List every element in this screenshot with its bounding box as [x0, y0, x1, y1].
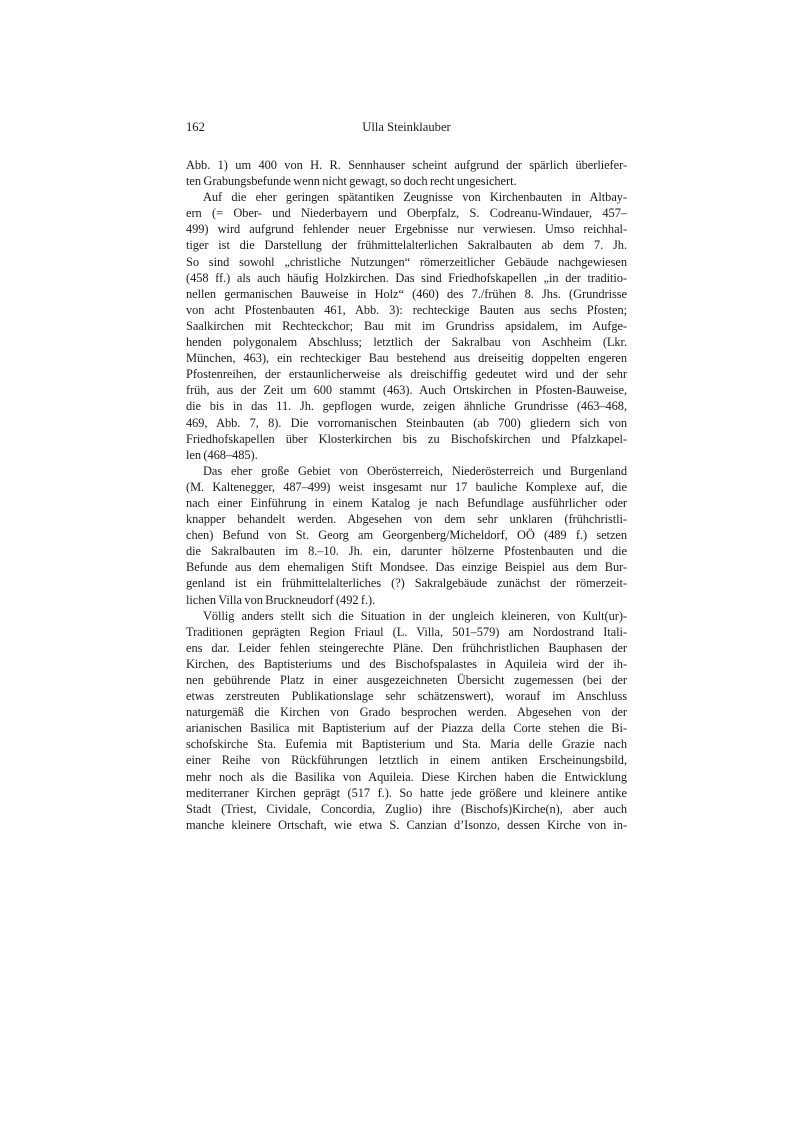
text-line: knapper behandelt werden. Abgesehen von dem sehr unklaren (frühchristli-: [186, 512, 627, 527]
text-line: arianischen Basilica mit Baptisterium auf der Piazza della Corte stehen die Bi-: [186, 721, 627, 736]
text-line: Das eher große Gebiet von Oberösterreich, Niederösterreich und Burgenland: [203, 463, 627, 478]
text-line: 499) wird aufgrund fehlender neuer Ergebnisse nur verwiesen. Umso reichhal-: [186, 222, 627, 237]
text-line: henden polygonalem Abschluss; letztlich der Sakralbau von Aschheim (Lkr.: [186, 335, 627, 350]
text-line: etwas zerstreuten Publikationslage sehr schätzenswert), worauf im Anschluss: [186, 689, 627, 704]
text-line: München, 463), ein rechteckiger Bau bestehend aus dreiseitig doppelten engeren: [186, 351, 627, 366]
text-line: einer Reihe von Rückführungen letztlich in einem antiken Erscheinungsbild,: [186, 753, 627, 768]
text-line: tiger ist die Darstellung der frühmittelalterlichen Sakralbauten ab dem 7. Jh.: [186, 238, 627, 253]
page-number: 162: [186, 120, 205, 134]
text-line: mehr noch als die Basilika von Aquileia. Diese Kirchen haben die Entwicklung: [186, 769, 627, 784]
text-line: chen) Befund von St. Georg am Georgenberg/Micheldorf, OÖ (489 f.) setzen: [186, 528, 627, 543]
text-line: Auf die eher geringen spätantiken Zeugnisse von Kirchenbauten in Altbay-: [203, 190, 627, 205]
text-line: Saalkirchen mit Rechteckchor; Bau mit im Grundriss apsidalem, im Aufge-: [186, 318, 627, 333]
text-line: Völlig anders stellt sich die Situation in der ungleich kleineren, von Kult(ur)-: [203, 608, 627, 623]
body-text: [186, 157, 627, 833]
text-line: (458 ff.) als auch häufig Holzkirchen. Das sind Friedhofskapellen „in der traditio-: [186, 270, 627, 285]
text-line: Traditionen geprägten Region Friaul (L. Villa, 501–579) am Nordostrand Itali-: [186, 624, 627, 639]
text-line: nen gebührende Platz in einer ausgezeichneten Übersicht zugemessen (bei der: [186, 673, 627, 687]
text-line: mediterraner Kirchen geprägt (517 f.). So hatte jede größere und kleinere antike: [186, 785, 627, 800]
text-line: ens dar. Leider fehlen steingerechte Pläne. Den frühchristlichen Bauphasen der: [186, 640, 627, 655]
text-line: Stadt (Triest, Cividale, Concordia, Zuglio) ihre (Bischofs)Kirche(n), aber auch: [186, 801, 627, 816]
text-line: So sind sowohl „christliche Nutzungen“ römerzeitlicher Gebäude nachgewiesen: [186, 254, 627, 269]
text-line: 469, Abb. 7, 8). Die vorromanischen Steinbauten (ab 700) gliedern sich von: [186, 415, 627, 430]
text-line: die Sakralbauten im 8.–10. Jh. ein, darunter hölzerne Pfostenbauten und die: [186, 544, 627, 559]
text-line: lichen Villa von Bruckneudorf (492 f.).: [186, 592, 376, 607]
text-line: Kirchen, des Baptisteriums und des Bischofspalastes in Aquileia wird der ih-: [186, 656, 627, 671]
text-line: nach einer Einführung in einem Katalog je nach Befundlage ausführlicher oder: [186, 495, 627, 510]
text-line: len (468–485).: [186, 447, 258, 462]
text-line: die bis in das 11. Jh. gepflogen wurde, zeigen ähnliche Grundrisse (463–468,: [186, 399, 627, 414]
text-line: nellen germanischen Bauweise in Holz“ (460) des 7./frühen 8. Jhs. (Grundrisse: [186, 286, 627, 301]
text-line: ten Grabungsbefunde wenn nicht gewagt, so doch recht ungesichert.: [186, 174, 517, 189]
text-line: Friedhofskapellen über Klosterkirchen bis zu Bischofskirchen und Pfalzkapel-: [186, 431, 627, 446]
text-line: Pfostenreihen, der erstaunlicherweise als dreischiffig gedeutet wird und der sehr: [186, 367, 627, 382]
text-line: manche kleinere Ortschaft, wie etwa S. Canzian d’Isonzo, dessen Kirche von in-: [186, 817, 627, 832]
text-line: früh, aus der Zeit um 600 stammt (463). Auch Ortskirchen in Pfosten-Bauweise,: [186, 383, 627, 398]
text-line: (M. Kaltenegger, 487–499) weist insgesamt nur 17 bauliche Komplexe auf, die: [186, 479, 627, 494]
page-header: [186, 119, 627, 135]
running-head: Ulla Steinklauber: [362, 120, 451, 134]
text-line: von acht Pfostenbauten 461, Abb. 3): rechteckige Bauten aus sechs Pfosten;: [186, 302, 627, 317]
text-line: Abb. 1) um 400 von H. R. Sennhauser scheint aufgrund der spärlich überliefer-: [186, 158, 627, 172]
text-line: ern (= Ober- und Niederbayern und Oberpfalz, S. Codreanu-Windauer, 457–: [186, 206, 627, 221]
text-line: schofskirche Sta. Eufemia mit Baptisterium und Sta. Maria delle Grazie nach: [186, 737, 627, 752]
text-line: Befunde aus dem ehemaligen Stift Mondsee. Das einzige Beispiel aus dem Bur-: [186, 560, 627, 575]
text-line: genland ist ein frühmittelalterliches (?) Sakralgebäude zunächst der römerzeit-: [186, 576, 627, 591]
text-line: naturgemäß die Kirchen von Grado besprochen werden. Abgesehen von der: [186, 705, 627, 720]
